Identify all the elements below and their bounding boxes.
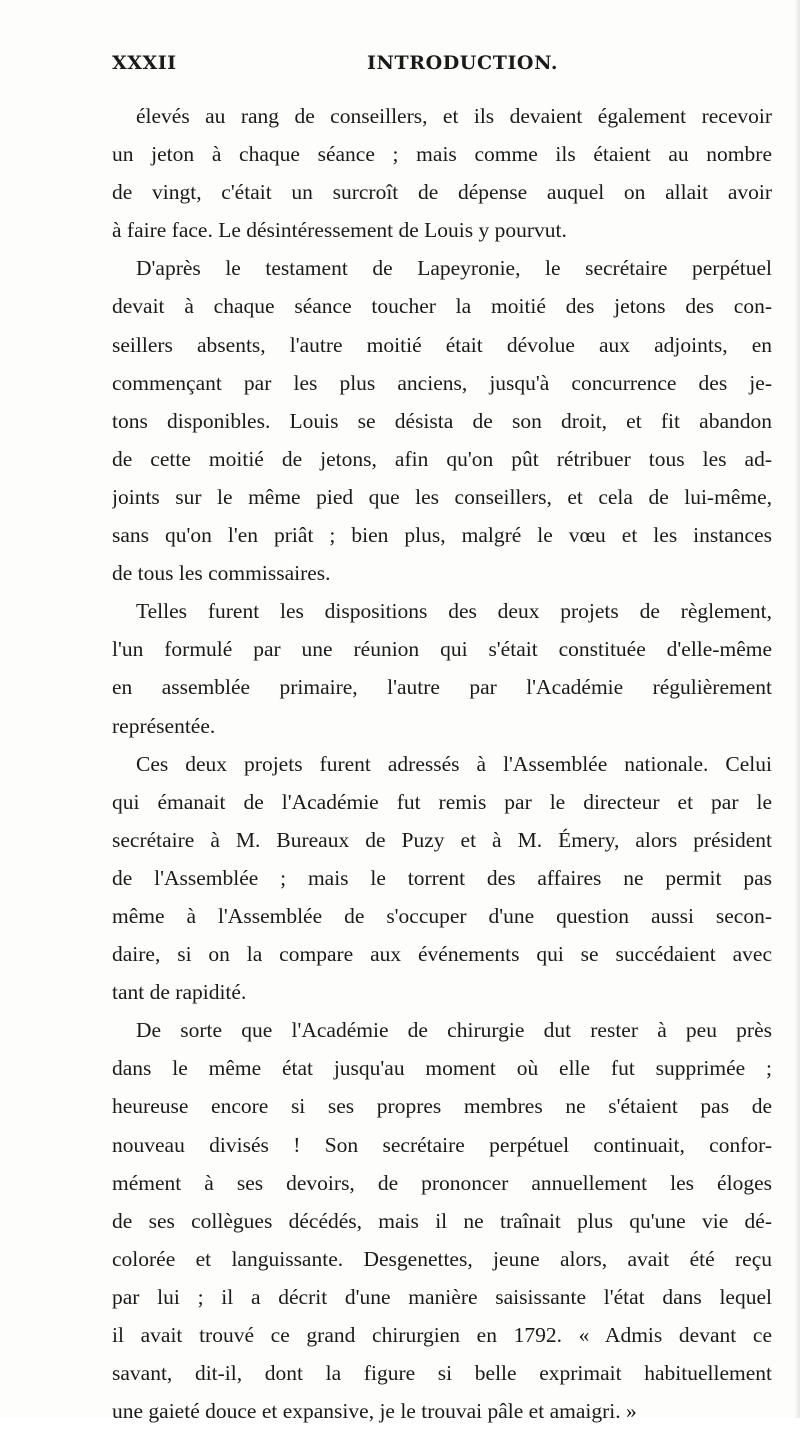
text-line: Telles furent les dispositions des deux projets de règlement, <box>136 599 772 624</box>
text-line: tons disponibles. Louis se désista de son droit, et fit abandon <box>112 408 772 433</box>
text-line: même à l'Assemblée de s'occuper d'une question aussi secon- <box>112 903 772 928</box>
text-line: qui émanait de l'Académie fut remis par le directeur et par le <box>112 789 772 814</box>
text-line: devait à chaque séance toucher la moitié des jetons des con- <box>112 294 772 319</box>
text-line: à faire face. Le désintéressement de Louis y pourvut. <box>112 218 567 243</box>
text-line: joints sur le même pied que les conseillers, et cela de lui-même, <box>112 484 772 509</box>
paragraph <box>112 97 772 249</box>
running-title: INTRODUCTION. <box>367 52 559 74</box>
body-text <box>112 97 772 1430</box>
text-line: en assemblée primaire, l'autre par l'Académie régulièrement <box>112 675 772 700</box>
text-line: sans qu'on l'en priât ; bien plus, malgré le vœu et les instances <box>112 523 772 548</box>
page-edge-shadow <box>794 0 800 1418</box>
paragraph <box>112 745 772 1012</box>
paragraph <box>112 249 772 592</box>
text-line: de ses collègues décédés, mais il ne traînait plus qu'une vie dé- <box>112 1208 772 1233</box>
text-line: Ces deux projets furent adressés à l'Assemblée nationale. Celui <box>136 751 772 776</box>
text-line: dans le même état jusqu'au moment où elle fut supprimée ; <box>112 1056 772 1081</box>
paragraph <box>112 1011 772 1430</box>
page-header <box>112 52 772 82</box>
text-line: il avait trouvé ce grand chirurgien en 1792. « Admis devant ce <box>112 1323 772 1347</box>
paragraph <box>112 592 772 744</box>
text-line: daire, si on la compare aux événements qui se succédaient avec <box>112 942 772 967</box>
text-line: mément à ses devoirs, de prononcer annuellement les éloges <box>112 1170 772 1195</box>
text-line: de cette moitié de jetons, afin qu'on pût rétribuer tous les ad- <box>112 446 772 471</box>
text-line: secrétaire à M. Bureaux de Puzy et à M. Émery, alors président <box>112 827 772 852</box>
text-line: de vingt, c'était un surcroît de dépense auquel on allait avoir <box>112 180 772 205</box>
page-number: XXXII <box>112 52 177 74</box>
text-line: une gaieté douce et expansive, je le trouvai pâle et amaigri. » <box>112 1399 637 1424</box>
text-line: savant, dit-il, dont la figure si belle exprimait habituellement <box>112 1361 772 1386</box>
text-line: De sorte que l'Académie de chirurgie dut rester à peu près <box>136 1018 772 1043</box>
text-line: heureuse encore si ses propres membres ne s'étaient pas de <box>112 1094 772 1119</box>
text-line: un jeton à chaque séance ; mais comme ils étaient au nombre <box>112 142 772 167</box>
text-line: D'après le testament de Lapeyronie, le secrétaire perpétuel <box>136 256 772 281</box>
text-line: nouveau divisés ! Son secrétaire perpétuel continuait, confor- <box>112 1132 772 1157</box>
text-line: l'un formulé par une réunion qui s'était constituée d'elle-même <box>112 637 772 662</box>
text-line: de l'Assemblée ; mais le torrent des affaires ne permit pas <box>112 865 772 890</box>
text-line: tant de rapidité. <box>112 980 247 1005</box>
text-line: de tous les commissaires. <box>112 561 331 586</box>
text-line: commençant par les plus anciens, jusqu'à concurrence des je- <box>112 370 772 395</box>
text-line: seillers absents, l'autre moitié était dévolue aux adjoints, en <box>112 332 772 357</box>
text-line: élevés au rang de conseillers, et ils devaient également recevoir <box>136 104 772 128</box>
text-line: colorée et languissante. Desgenettes, jeune alors, avait été reçu <box>112 1246 772 1271</box>
text-line: représentée. <box>112 713 216 738</box>
text-line: par lui ; il a décrit d'une manière saisissante l'état dans lequel <box>112 1284 772 1309</box>
